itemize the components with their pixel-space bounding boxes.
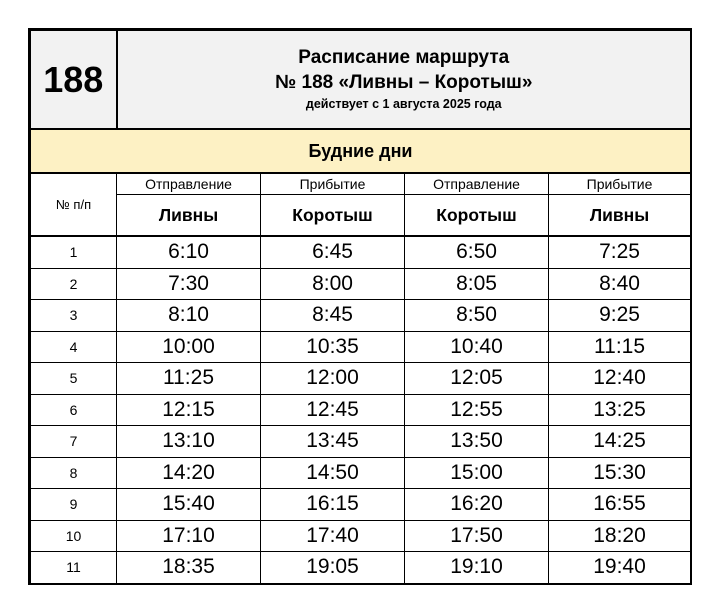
table-row <box>31 489 691 521</box>
route-number-badge: 188 <box>31 31 117 130</box>
time-cell: 11:15 <box>549 331 691 363</box>
time-cell: 6:10 <box>117 236 261 268</box>
column-city-label: Коротыш <box>261 195 405 237</box>
row-number: 6 <box>31 394 117 426</box>
column-direction-label: Отправление <box>117 173 261 195</box>
column-city-label: Ливны <box>549 195 691 237</box>
row-number: 11 <box>31 552 117 584</box>
row-number: 3 <box>31 300 117 332</box>
time-cell: 8:50 <box>405 300 549 332</box>
table-row <box>31 394 691 426</box>
header-title-block <box>117 31 691 130</box>
time-cell: 18:20 <box>549 520 691 552</box>
time-cell: 17:50 <box>405 520 549 552</box>
row-number: 1 <box>31 236 117 268</box>
row-number: 9 <box>31 489 117 521</box>
time-cell: 14:25 <box>549 426 691 458</box>
time-cell: 8:40 <box>549 268 691 300</box>
time-cell: 14:20 <box>117 457 261 489</box>
time-cell: 18:35 <box>117 552 261 584</box>
time-cell: 6:50 <box>405 236 549 268</box>
schedule-rows <box>31 236 691 583</box>
time-cell: 7:30 <box>117 268 261 300</box>
time-cell: 17:40 <box>261 520 405 552</box>
time-cell: 15:40 <box>117 489 261 521</box>
table-row <box>31 331 691 363</box>
column-city-label: Ливны <box>117 195 261 237</box>
city-row <box>31 195 691 237</box>
days-row <box>31 129 691 173</box>
time-cell: 13:50 <box>405 426 549 458</box>
table-row <box>31 236 691 268</box>
time-cell: 15:30 <box>549 457 691 489</box>
schedule-sheet <box>28 28 692 585</box>
time-cell: 7:25 <box>549 236 691 268</box>
schedule-title: Расписание маршрута <box>298 47 510 68</box>
table-row <box>31 520 691 552</box>
time-cell: 19:05 <box>261 552 405 584</box>
time-cell: 11:25 <box>117 363 261 395</box>
time-cell: 8:05 <box>405 268 549 300</box>
row-number: 8 <box>31 457 117 489</box>
row-number: 10 <box>31 520 117 552</box>
route-title: № 188 «Ливны – Коротыш» <box>275 72 533 93</box>
time-cell: 12:05 <box>405 363 549 395</box>
table-row <box>31 268 691 300</box>
time-cell: 13:10 <box>117 426 261 458</box>
row-number: 2 <box>31 268 117 300</box>
weekdays-label: Будние дни <box>31 129 691 173</box>
valid-from-note: действует с 1 августа 2025 года <box>305 97 502 111</box>
column-direction-label: Отправление <box>405 173 549 195</box>
time-cell: 12:40 <box>549 363 691 395</box>
direction-row <box>31 173 691 195</box>
time-cell: 10:00 <box>117 331 261 363</box>
time-cell: 13:25 <box>549 394 691 426</box>
time-cell: 12:15 <box>117 394 261 426</box>
column-direction-label: Прибытие <box>261 173 405 195</box>
time-cell: 14:50 <box>261 457 405 489</box>
number-column-header: № п/п <box>31 173 117 236</box>
time-cell: 8:10 <box>117 300 261 332</box>
table-row <box>31 552 691 584</box>
time-cell: 19:10 <box>405 552 549 584</box>
table-row <box>31 363 691 395</box>
time-cell: 19:40 <box>549 552 691 584</box>
time-cell: 9:25 <box>549 300 691 332</box>
table-row <box>31 457 691 489</box>
time-cell: 10:40 <box>405 331 549 363</box>
time-cell: 17:10 <box>117 520 261 552</box>
time-cell: 8:45 <box>261 300 405 332</box>
row-number: 7 <box>31 426 117 458</box>
time-cell: 12:55 <box>405 394 549 426</box>
time-cell: 16:20 <box>405 489 549 521</box>
column-city-label: Коротыш <box>405 195 549 237</box>
column-direction-label: Прибытие <box>549 173 691 195</box>
schedule-table <box>30 30 691 584</box>
row-number: 5 <box>31 363 117 395</box>
time-cell: 12:45 <box>261 394 405 426</box>
table-row <box>31 300 691 332</box>
time-cell: 16:55 <box>549 489 691 521</box>
time-cell: 10:35 <box>261 331 405 363</box>
header-row <box>31 31 691 130</box>
time-cell: 8:00 <box>261 268 405 300</box>
time-cell: 13:45 <box>261 426 405 458</box>
row-number: 4 <box>31 331 117 363</box>
table-row <box>31 426 691 458</box>
time-cell: 15:00 <box>405 457 549 489</box>
time-cell: 6:45 <box>261 236 405 268</box>
time-cell: 12:00 <box>261 363 405 395</box>
time-cell: 16:15 <box>261 489 405 521</box>
